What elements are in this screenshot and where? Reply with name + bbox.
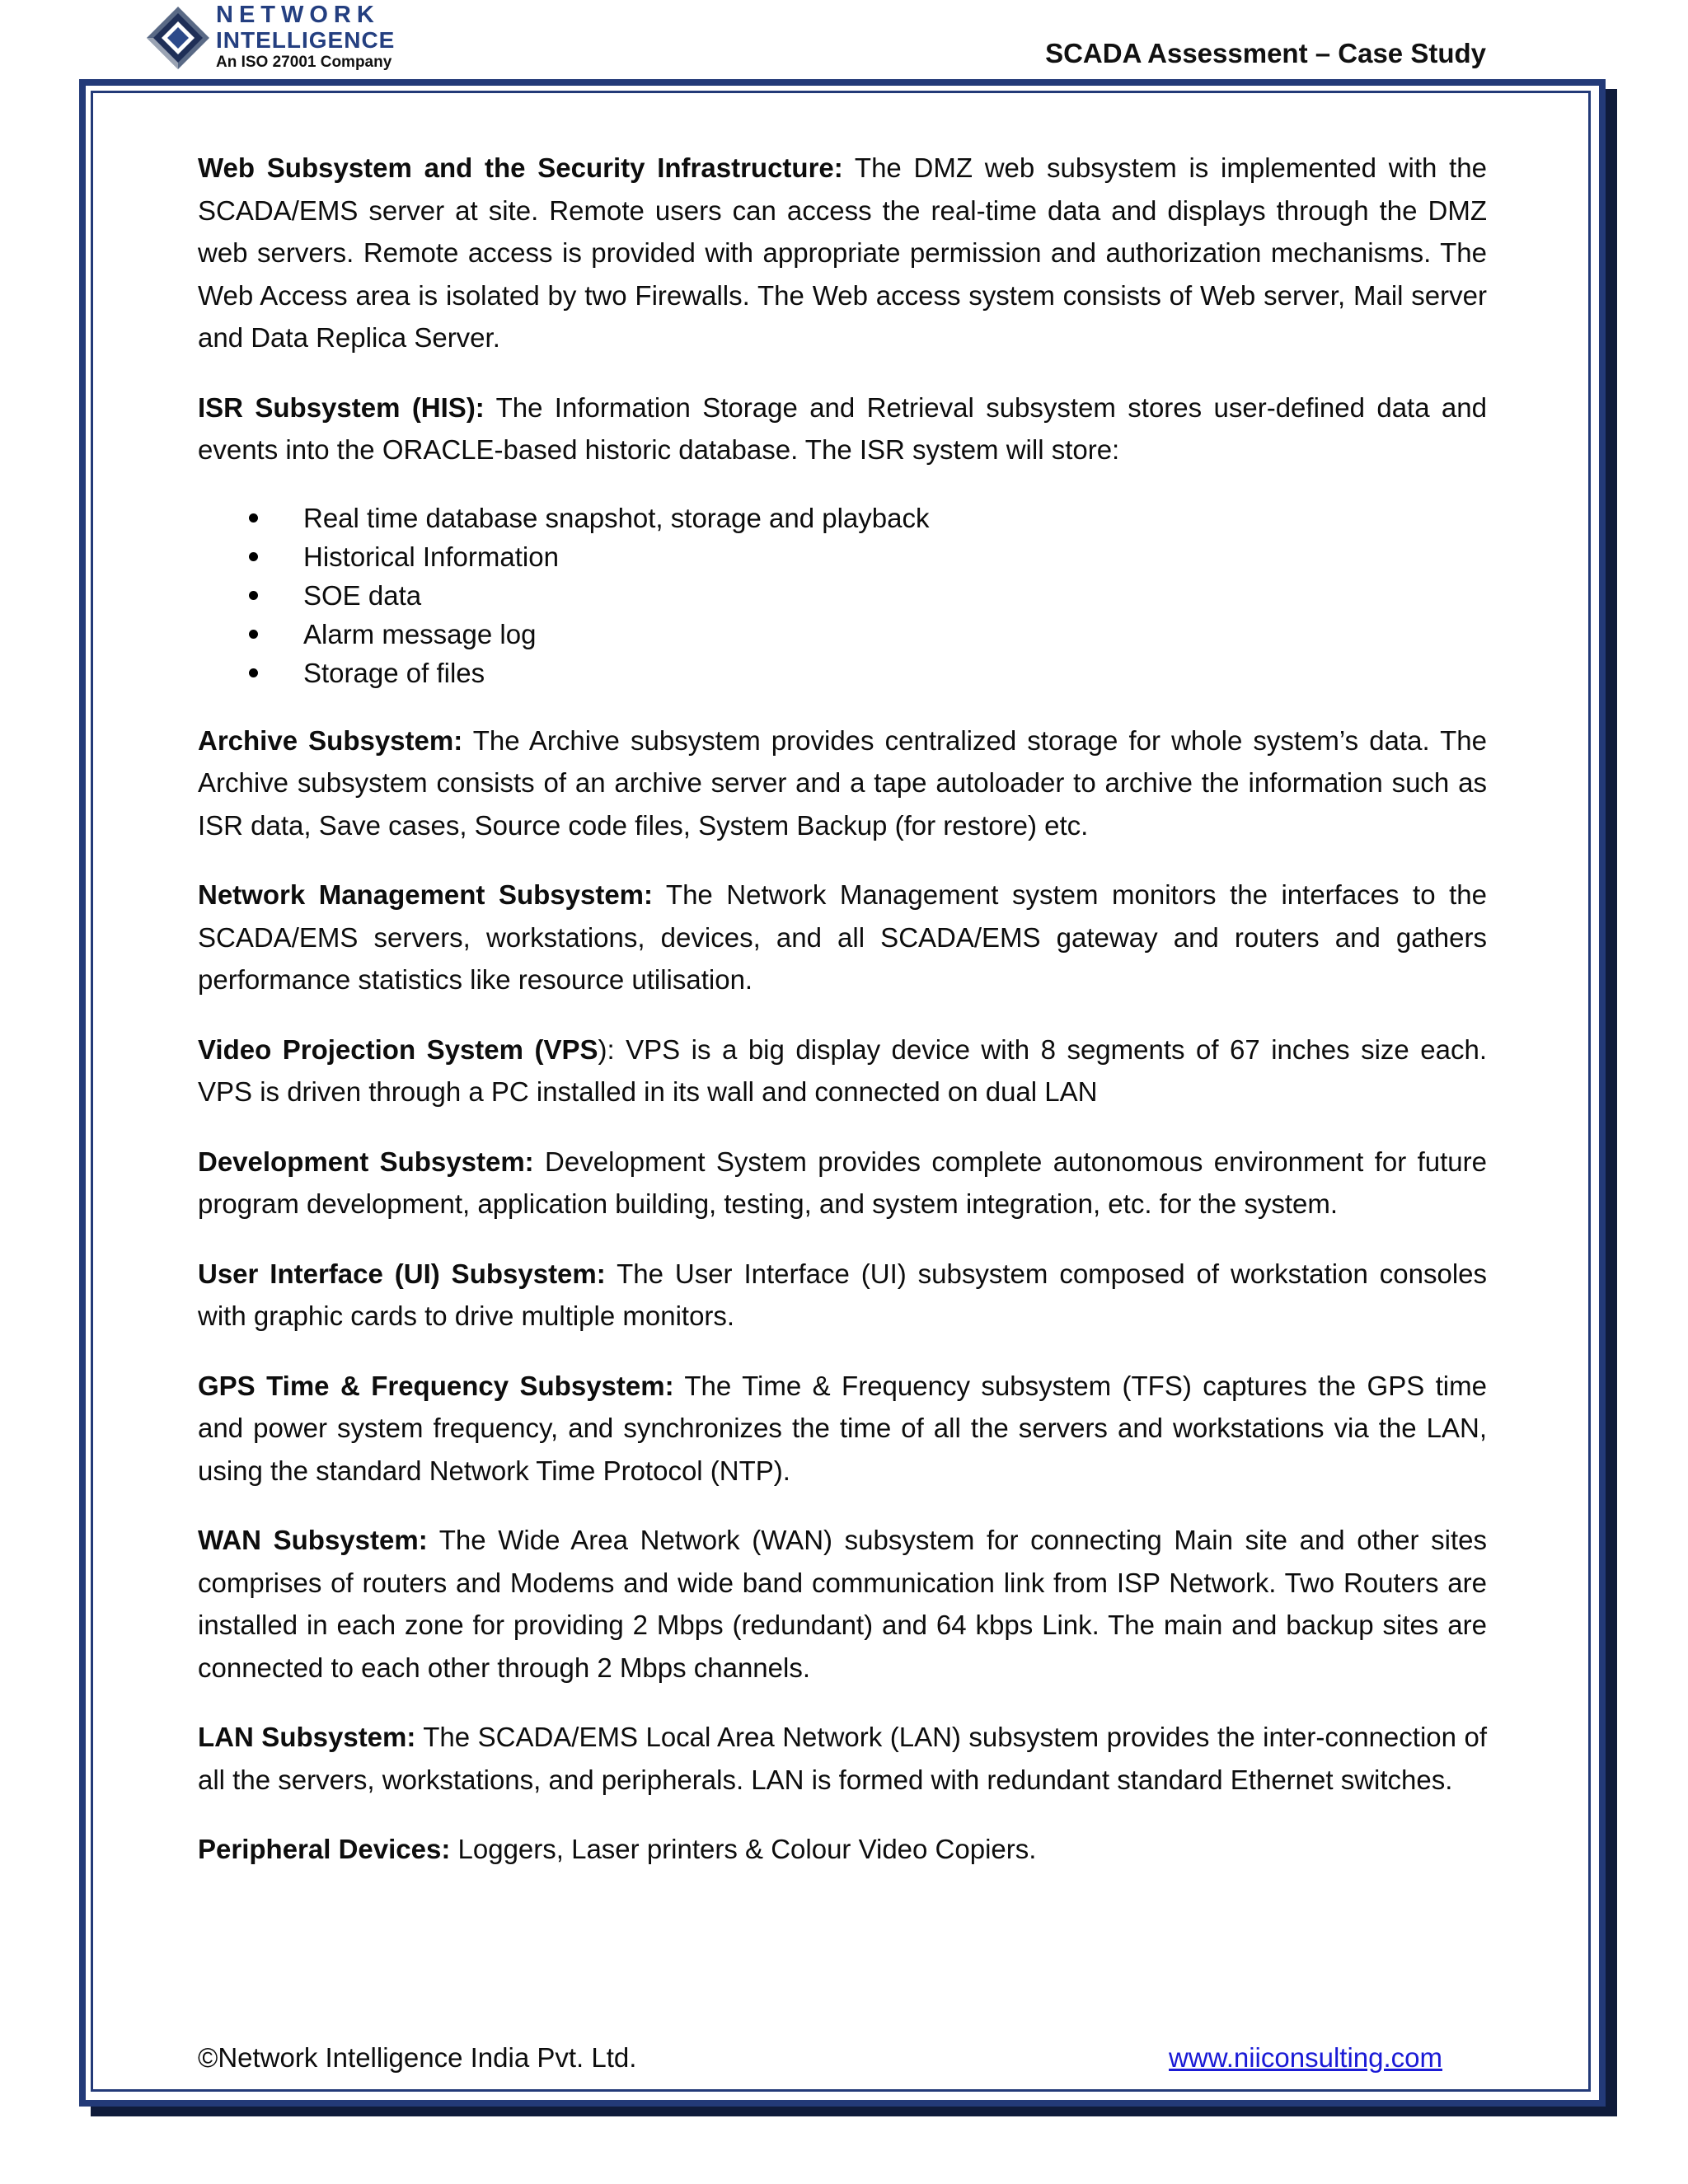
section-heading: WAN Subsystem: — [198, 1525, 428, 1555]
section-development-subsystem — [198, 1141, 1487, 1226]
section-isr-subsystem — [198, 387, 1487, 471]
footer-copyright: ©Network Intelligence India Pvt. Ltd. — [198, 2042, 637, 2073]
isr-store-list — [198, 499, 1487, 692]
footer-website-link[interactable]: www.niiconsulting.com — [1169, 2042, 1442, 2073]
section-text: The SCADA/EMS Local Area Network (LAN) subsystem provides the inter-connection of all the servers, workstations, and peripherals. LAN is formed with redundant standard Ethernet switches. — [198, 1722, 1487, 1795]
document-body — [198, 147, 1487, 1898]
section-text: Loggers, Laser printers & Colour Video Copiers. — [450, 1834, 1037, 1864]
section-heading: Network Management Subsystem: — [198, 879, 653, 910]
section-text: The Archive subsystem provides centralized storage for whole system’s data. The Archive subsystem consists of an archive server and a tape autoloader to archive the information such as ISR data, Save cases, Source code files, System Backup (for restore) etc. — [198, 724, 1487, 841]
section-peripheral-devices — [198, 1828, 1487, 1871]
section-heading: GPS Time & Frequency Subsystem: — [198, 1370, 674, 1401]
logo-diamond-icon — [145, 5, 211, 71]
section-text: ): VPS is a big display device with 8 segments of 67 inches size each. VPS is driven through a PC installed in its wall and connected on dual LAN — [198, 1033, 1487, 1107]
list-item: Historical Information — [198, 537, 1487, 576]
section-archive-subsystem — [198, 719, 1487, 847]
section-text: The Information Storage and Retrieval subsystem stores user-defined data and events into the ORACLE-based historic database. The ISR system will store: — [198, 391, 1487, 465]
section-text: Development System provides complete autonomous environment for future program development, application building, testing, and system integration, etc. for the system. — [198, 1146, 1487, 1219]
logo-text-network: NETWORK — [216, 2, 380, 28]
list-item: Real time database snapshot, storage and playback — [198, 499, 1487, 537]
logo-text-intelligence: INTELLIGENCE — [216, 27, 396, 53]
section-heading: Video Projection System (VPS — [198, 1033, 598, 1065]
section-web-subsystem — [198, 147, 1487, 359]
section-network-management — [198, 874, 1487, 1001]
section-heading: Peripheral Devices: — [198, 1834, 451, 1864]
section-heading: ISR Subsystem (HIS): — [198, 391, 485, 423]
logo-tagline: An ISO 27001 Company — [216, 54, 392, 71]
section-text: The Time & Frequency subsystem (TFS) captures the GPS time and power system frequency, and synchronizes the time of all the servers and workstations via the LAN, using the standard Network Time Protocol (NTP). — [198, 1370, 1487, 1486]
section-lan-subsystem — [198, 1716, 1487, 1801]
section-heading: Archive Subsystem: — [198, 724, 463, 756]
section-text: The Wide Area Network (WAN) subsystem for connecting Main site and other sites comprises of routers and Modems and wide band communication link from ISP Network. Two Routers are installed in each zone for providing 2 Mbps (redundant) and 64 kbps Link. The main and backup sites are connected to each other through 2 Mbps channels. — [198, 1525, 1488, 1683]
document-title: SCADA Assessment – Case Study — [1045, 38, 1486, 68]
list-item: Alarm message log — [198, 615, 1487, 654]
section-gps-time-frequency — [198, 1365, 1487, 1493]
section-text: The DMZ web subsystem is implemented with the SCADA/EMS server at site. Remote users can access the real-time data and displays through the DMZ web servers. Remote access is provided with appropriate permission and authorization mechanisms. The Web Access area is isolated by two Firewalls. The Web access system consists of Web server, Mail server and Data Replica Server. — [198, 152, 1487, 353]
section-text: The User Interface (UI) subsystem composed of workstation consoles with graphic cards to drive multiple monitors. — [198, 1258, 1488, 1331]
section-text: The Network Management system monitors the interfaces to the SCADA/EMS servers, workstations, devices, and all SCADA/EMS gateway and routers and gathers performance statistics like resource utilisation. — [198, 879, 1487, 995]
section-video-projection — [198, 1029, 1487, 1113]
section-wan-subsystem — [198, 1519, 1487, 1689]
section-heading: LAN Subsystem: — [198, 1722, 416, 1752]
section-heading: Development Subsystem: — [198, 1146, 534, 1177]
list-item: Storage of files — [198, 654, 1487, 692]
section-ui-subsystem — [198, 1253, 1487, 1338]
section-heading: User Interface (UI) Subsystem: — [198, 1258, 606, 1289]
list-item: SOE data — [198, 576, 1487, 615]
section-heading: Web Subsystem and the Security Infrastructure: — [198, 152, 843, 183]
